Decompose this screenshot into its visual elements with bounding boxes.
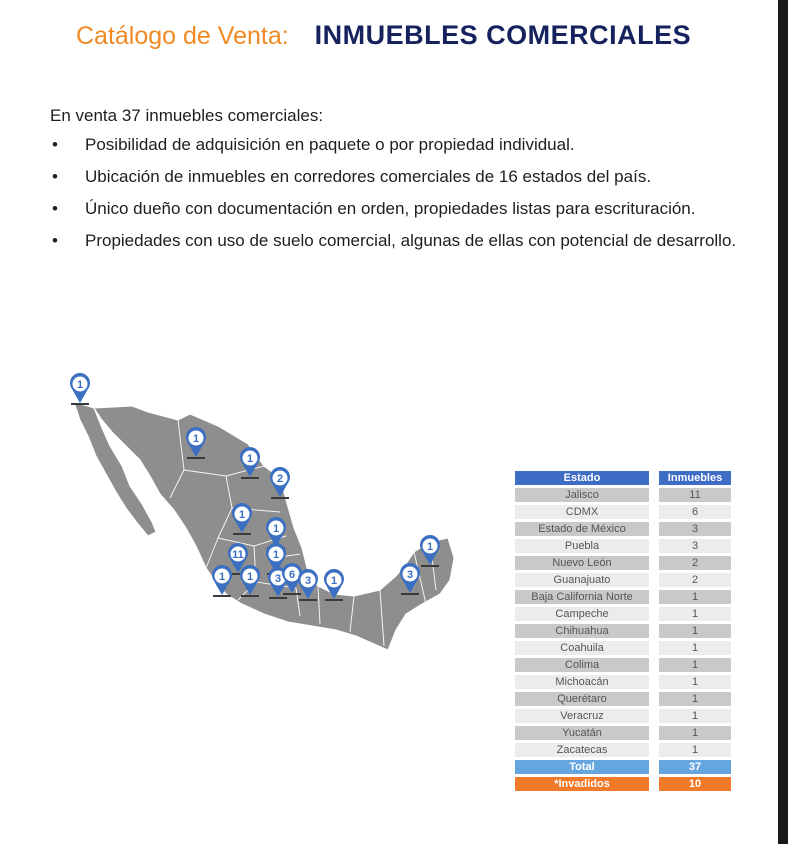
header-estado: Estado (515, 471, 649, 485)
table-row (515, 675, 731, 689)
map-pin-count: 6 (288, 569, 296, 581)
state-table (515, 468, 731, 794)
bullet-icon: • (52, 231, 58, 250)
total-row (515, 760, 731, 774)
state-name: Estado de México (515, 522, 649, 536)
map-pin-count: 1 (246, 571, 254, 583)
state-name: Chihuahua (515, 624, 649, 638)
state-name: Yucatán (515, 726, 649, 740)
table-row (515, 590, 731, 604)
state-count: 1 (659, 624, 731, 638)
table-row (515, 522, 731, 536)
table-row (515, 539, 731, 553)
map-pin-count: 1 (76, 379, 84, 391)
map-pin-count: 1 (238, 509, 246, 521)
state-count: 1 (659, 675, 731, 689)
state-name: CDMX (515, 505, 649, 519)
state-count: 1 (659, 658, 731, 672)
bullet-icon: • (52, 199, 58, 218)
map-pin-count: 1 (218, 571, 226, 583)
map-pin-count: 1 (272, 549, 280, 561)
state-count: 1 (659, 743, 731, 757)
state-count: 1 (659, 709, 731, 723)
map-pin-count: 1 (246, 453, 254, 465)
list-item-text: Propiedades con uso de suelo comercial, algunas de ellas con potencial de desarrollo. (85, 231, 737, 250)
map-pin-count: 1 (330, 575, 338, 587)
list-item-text: Único dueño con documentación en orden, propiedades listas para escrituración. (85, 199, 696, 218)
state-name: Nuevo León (515, 556, 649, 570)
map-pin-count: 2 (276, 473, 284, 485)
invaded-row (515, 777, 731, 791)
state-count: 1 (659, 726, 731, 740)
table-row (515, 726, 731, 740)
map-pin-count: 3 (274, 573, 282, 585)
map-pin-count: 11 (232, 549, 244, 561)
list-item-text: Posibilidad de adquisición en paquete o por propiedad individual. (85, 135, 575, 154)
list-item (50, 198, 766, 219)
state-name: Veracruz (515, 709, 649, 723)
total-value: 37 (659, 760, 731, 774)
map-pin-icon (70, 373, 90, 404)
header-inmuebles: Inmuebles (659, 471, 731, 485)
map-pin-count: 1 (192, 433, 200, 445)
state-name: Coahuila (515, 641, 649, 655)
table-row (515, 658, 731, 672)
list-item (50, 134, 766, 155)
invaded-value: 10 (659, 777, 731, 791)
feature-list (50, 134, 766, 262)
state-count: 11 (659, 488, 731, 502)
state-name: Puebla (515, 539, 649, 553)
map-pin-count: 3 (406, 569, 414, 581)
state-count: 2 (659, 573, 731, 587)
list-item (50, 166, 766, 187)
table-row (515, 692, 731, 706)
mexico-map (50, 368, 490, 668)
table-body (515, 488, 731, 791)
list-item-text: Ubicación de inmuebles en corredores comerciales de 16 estados del país. (85, 167, 652, 186)
list-item (50, 230, 766, 251)
table-row (515, 641, 731, 655)
page-title (76, 20, 691, 51)
intro-text: En venta 37 inmuebles comerciales: (50, 106, 324, 125)
map-svg (50, 368, 490, 668)
state-name: Baja California Norte (515, 590, 649, 604)
total-label: Total (515, 760, 649, 774)
map-pin-count: 3 (304, 575, 312, 587)
state-count: 1 (659, 641, 731, 655)
state-count: 1 (659, 692, 731, 706)
table-row (515, 505, 731, 519)
bullet-icon: • (52, 135, 58, 154)
state-count: 1 (659, 590, 731, 604)
table-row (515, 488, 731, 502)
state-name: Campeche (515, 607, 649, 621)
table-row (515, 556, 731, 570)
state-name: Michoacán (515, 675, 649, 689)
state-count: 6 (659, 505, 731, 519)
state-name: Jalisco (515, 488, 649, 502)
state-count: 3 (659, 522, 731, 536)
state-name: Colima (515, 658, 649, 672)
bullet-icon: • (52, 167, 58, 186)
state-name: Guanajuato (515, 573, 649, 587)
table-row (515, 709, 731, 723)
state-name: Zacatecas (515, 743, 649, 757)
catalog-title: INMUEBLES COMERCIALES (314, 20, 692, 50)
table-header-row (515, 471, 731, 485)
state-count: 1 (659, 607, 731, 621)
table-row (515, 573, 731, 587)
state-name: Querétaro (515, 692, 649, 706)
table-row (515, 743, 731, 757)
state-count: 2 (659, 556, 731, 570)
invaded-label: *Invadidos (515, 777, 649, 791)
state-count: 3 (659, 539, 731, 553)
table-row (515, 624, 731, 638)
map-pin-count: 1 (272, 523, 280, 535)
catalog-label: Catálogo de Venta: (76, 22, 289, 50)
table-row (515, 607, 731, 621)
map-pin-count: 1 (426, 541, 434, 553)
